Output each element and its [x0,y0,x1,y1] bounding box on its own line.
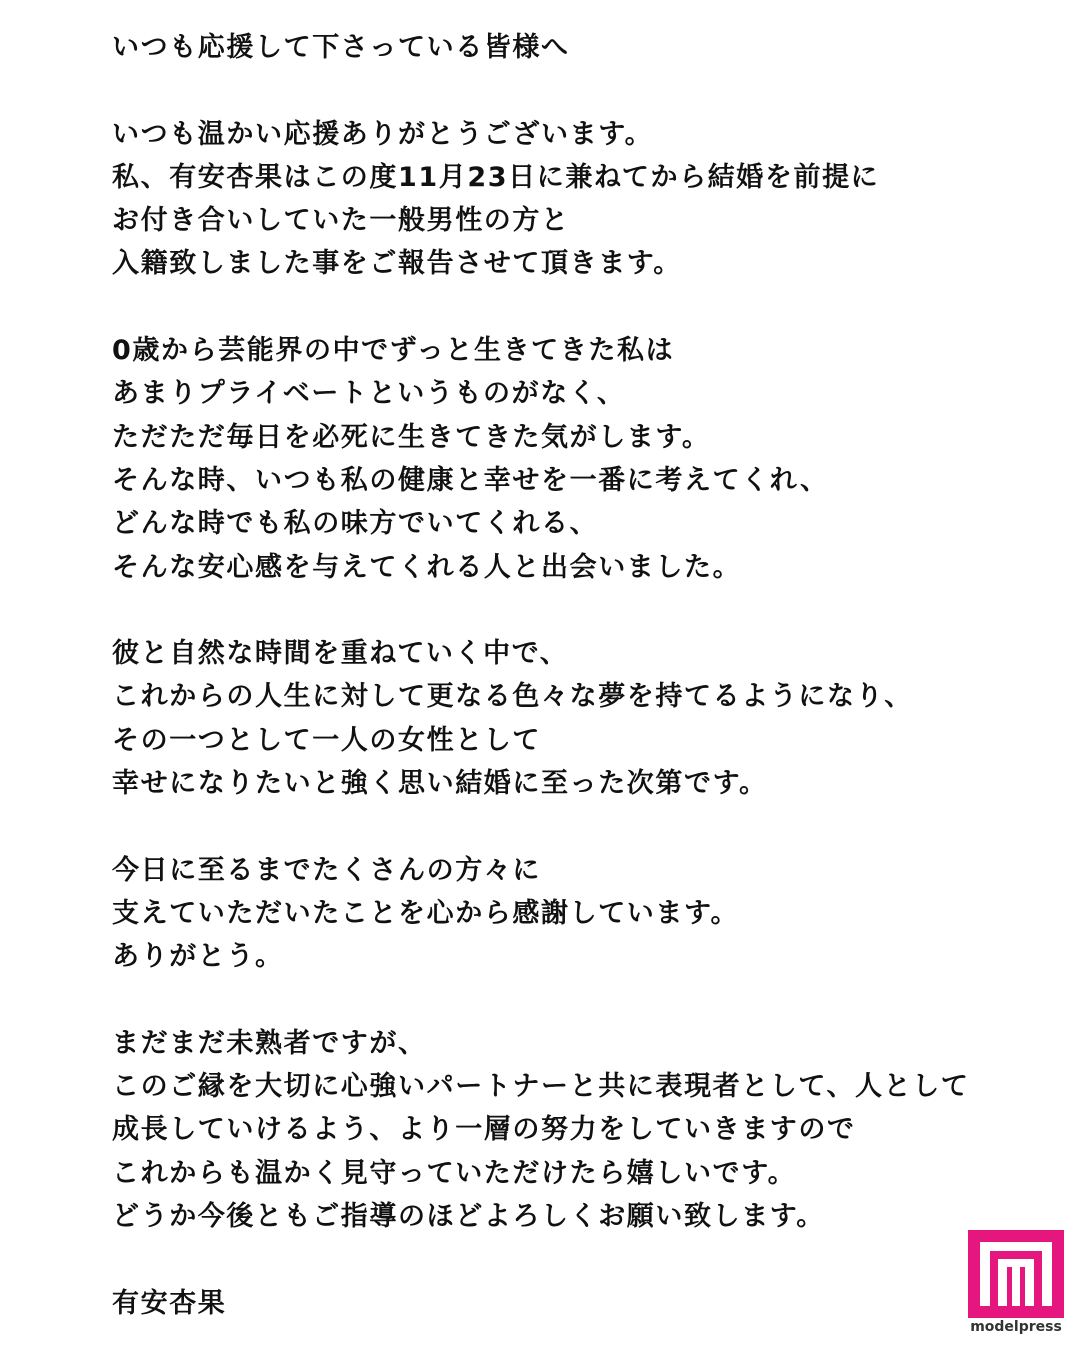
letter-line: これからの人生に対して更なる色々な夢を持てるようになり、 [112,681,913,713]
letter-line: どうか今後ともご指導のほどよろしくお願い致します。 [112,1201,825,1233]
paragraph-gap [112,1238,1012,1281]
letter-line: これからも温かく見守っていただけたら嬉しいです。 [112,1157,797,1189]
paragraph-2 [112,329,1012,589]
paragraph-gap [112,286,1012,329]
letter-line: そんな安心感を与えてくれる人と出会いました。 [112,551,742,583]
letter-line: ありがとう。 [112,941,284,973]
letter-line: 支えていただいたことを心から感謝しています。 [112,897,740,929]
paragraph-3 [112,632,1012,805]
modelpress-wordmark: modelpress [970,1319,1062,1335]
letter-line: いつも温かい応援ありがとうございます。 [112,118,654,150]
letter-line: 入籍致しました事をご報告させて頂きます。 [112,248,682,280]
letter-line: 0歳から芸能界の中でずっと生きてきた私は [112,335,675,367]
letter-line: どんな時でも私の味方でいてくれる、 [112,508,599,540]
paragraph-gap [112,589,1012,632]
modelpress-m-icon [968,1230,1064,1318]
letter-line: そんな時、いつも私の健康と幸せを一番に考えてくれ、 [112,464,829,496]
letter-line: お付き合いしていた一般男性の方と [112,205,570,237]
letter-line: まだまだ未熟者ですが、 [112,1027,427,1059]
paragraph-4 [112,849,1012,979]
letter-line: あまりプライベートというものがなく、 [112,378,626,410]
letter-line: 今日に至るまでたくさんの方々に [112,854,541,886]
letter-greeting: いつも応援して下さっている皆様へ [112,32,570,63]
paragraph-gap [112,979,1012,1022]
paragraph-gap [112,69,1012,112]
letter-line: ただただ毎日を必死に生きてきた気がします。 [112,421,711,453]
letter-line: このご縁を大切に心強いパートナーと共に表現者として、人として [112,1071,970,1103]
letter-line: 彼と自然な時間を重ねていく中で、 [112,638,569,670]
letter-signature: 有安杏果 [112,1287,227,1319]
letter-line: 成長していけるよう、より一層の努力をしていきますので [112,1114,856,1146]
paragraph-1 [112,113,1012,286]
letter-body [112,26,1012,1325]
letter-line: その一つとして一人の女性として [112,724,541,756]
paragraph-5 [112,1022,1012,1238]
paragraph-gap [112,805,1012,848]
letter-line: 私、有安杏果はこの度11月23日に兼ねてから結婚を前提に [112,161,880,193]
letter-line: 幸せになりたいと強く思い結婚に至った次第です。 [112,768,768,800]
modelpress-logo [966,1230,1066,1338]
